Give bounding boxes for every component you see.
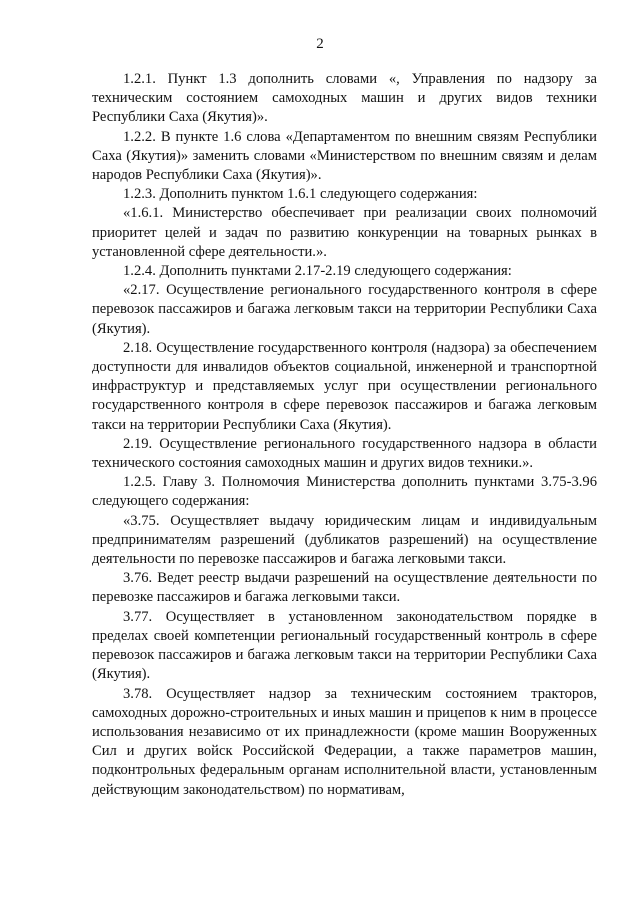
paragraph-3-77: 3.77. Осуществляет в установленном законодательством порядке в пределах своей компетенции региональный государственный контроль в сфере перевозок пассажиров и багажа легковым такси на территории Республики Саха (Якутия). bbox=[92, 608, 597, 683]
paragraph-2-17: «2.17. Осуществление регионального государственного контроля в сфере перевозок пассажиров и багажа легковым такси на территории Республики Саха (Якутия). bbox=[92, 282, 597, 337]
paragraph-1-2-5: 1.2.5. Главу 3. Полномочия Министерства дополнить пунктами 3.75-3.96 следующего содержания: bbox=[92, 474, 597, 510]
paragraph-3-75: «3.75. Осуществляет выдачу юридическим лицам и индивидуальным предпринимателям разрешений (дубликатов разрешений) на осуществление деятельности по перевозке пассажиров и багажа легковыми такси. bbox=[92, 512, 597, 568]
paragraph-3-76: 3.76. Ведет реестр выдачи разрешений на осуществление деятельности по перевозке пассажиров и багажа легковыми такси. bbox=[92, 570, 597, 606]
paragraph-3-78: 3.78. Осуществляет надзор за техническим состоянием тракторов, самоходных дорожно-строительных и иных машин и прицепов к ним в процессе использования независимо от их принадлежности (кроме машин Вооруженных Сил и других войск Российской Федерации, а также параметров машин, подконтрольных федеральным органам исполнительной власти, установленным действующим законодательством) по нормативам, bbox=[92, 685, 597, 798]
document-body bbox=[92, 70, 597, 800]
paragraph-1-2-1: 1.2.1. Пункт 1.3 дополнить словами «, Управления по надзору за техническим состоянием самоходных машин и других видов техники Республики Саха (Якутия)». bbox=[92, 71, 597, 126]
page-number: 2 bbox=[316, 36, 324, 52]
paragraph-1-2-2: 1.2.2. В пункте 1.6 слова «Департаментом по внешним связям Республики Саха (Якутия)» заменить словами «Министерством по внешним связям и делам народов Республики Саха (Якутия)». bbox=[92, 128, 597, 184]
paragraph-1-2-4: 1.2.4. Дополнить пунктами 2.17-2.19 следующего содержания: bbox=[123, 263, 512, 280]
paragraph-1-6-1: «1.6.1. Министерство обеспечивает при реализации своих полномочий приоритет целей и задач по развитию конкуренции на товарных рынках в установленной сфере деятельности.». bbox=[92, 205, 597, 260]
paragraph-2-18: 2.18. Осуществление государственного контроля (надзора) за обеспечением доступности для инвалидов объектов социальной, инженерной и транспортной инфраструктур и представляемых услуг при осуществлении регионального государственного контроля в сфере перевозок пассажиров и багажа легковым такси на территории Республики Саха (Якутия). bbox=[92, 339, 597, 433]
paragraph-2-19: 2.19. Осуществление регионального государственного надзора в области технического состояния самоходных машин и других видов техники.». bbox=[92, 435, 597, 472]
paragraph-1-2-3: 1.2.3. Дополнить пунктом 1.6.1 следующего содержания: bbox=[123, 186, 478, 203]
